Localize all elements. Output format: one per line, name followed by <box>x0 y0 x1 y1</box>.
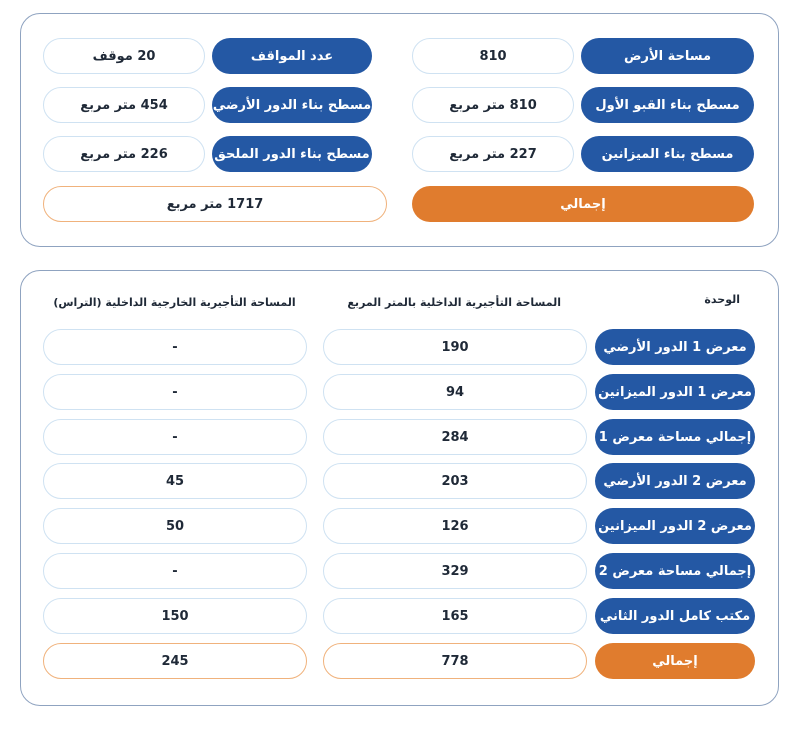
mezzanine-area-value: 227 متر مربع <box>412 136 574 172</box>
internal-area-column-header: المساحة التأجيرية الداخلية بالمتر المربع <box>347 296 561 309</box>
annex-floor-area-label: مسطح بناء الدور الملحق <box>212 136 372 172</box>
table-total-internal: 778 <box>323 643 587 679</box>
parking-count-label: عدد المواقف <box>212 38 372 74</box>
annex-floor-area-value: 226 متر مربع <box>43 136 205 172</box>
table-row-internal: 94 <box>323 374 587 410</box>
table-row-unit: معرض 2 الدور الأرضي <box>595 463 755 499</box>
property-summary-panel <box>20 13 779 247</box>
table-row-external: - <box>43 374 307 410</box>
table-row-external: - <box>43 419 307 455</box>
summary-total-value: 1717 متر مربع <box>43 186 387 222</box>
ground-floor-area-label: مسطح بناء الدور الأرضي <box>212 87 372 123</box>
external-area-column-header: المساحة التأجيرية الخارجية الداخلية (التراس) <box>53 296 296 309</box>
table-row-unit: معرض 1 الدور الميزانين <box>595 374 755 410</box>
land-area-value: 810 <box>412 38 574 74</box>
table-row-unit: مكتب كامل الدور الثاني <box>595 598 755 634</box>
table-row-internal: 190 <box>323 329 587 365</box>
land-area-label: مساحة الأرض <box>581 38 754 74</box>
mezzanine-area-label: مسطح بناء الميزانين <box>581 136 754 172</box>
parking-count-value: 20 موقف <box>43 38 205 74</box>
table-total-external: 245 <box>43 643 307 679</box>
table-row-unit: إجمالي مساحة معرض 2 <box>595 553 755 589</box>
table-row-internal: 126 <box>323 508 587 544</box>
table-row-internal: 203 <box>323 463 587 499</box>
table-row-external: 45 <box>43 463 307 499</box>
table-row-external: - <box>43 553 307 589</box>
table-row-external: - <box>43 329 307 365</box>
table-row-unit: معرض 1 الدور الأرضي <box>595 329 755 365</box>
table-row-unit: معرض 2 الدور الميزانين <box>595 508 755 544</box>
ground-floor-area-value: 454 متر مربع <box>43 87 205 123</box>
table-total-label: إجمالي <box>595 643 755 679</box>
basement-area-value: 810 متر مربع <box>412 87 574 123</box>
table-row-external: 150 <box>43 598 307 634</box>
table-row-unit: إجمالي مساحة معرض 1 <box>595 419 755 455</box>
table-row-internal: 284 <box>323 419 587 455</box>
units-table-panel <box>20 270 779 706</box>
table-row-internal: 329 <box>323 553 587 589</box>
summary-total-label: إجمالي <box>412 186 754 222</box>
table-row-internal: 165 <box>323 598 587 634</box>
table-row-external: 50 <box>43 508 307 544</box>
basement-area-label: مسطح بناء القبو الأول <box>581 87 754 123</box>
unit-column-header: الوحدة <box>704 293 740 306</box>
